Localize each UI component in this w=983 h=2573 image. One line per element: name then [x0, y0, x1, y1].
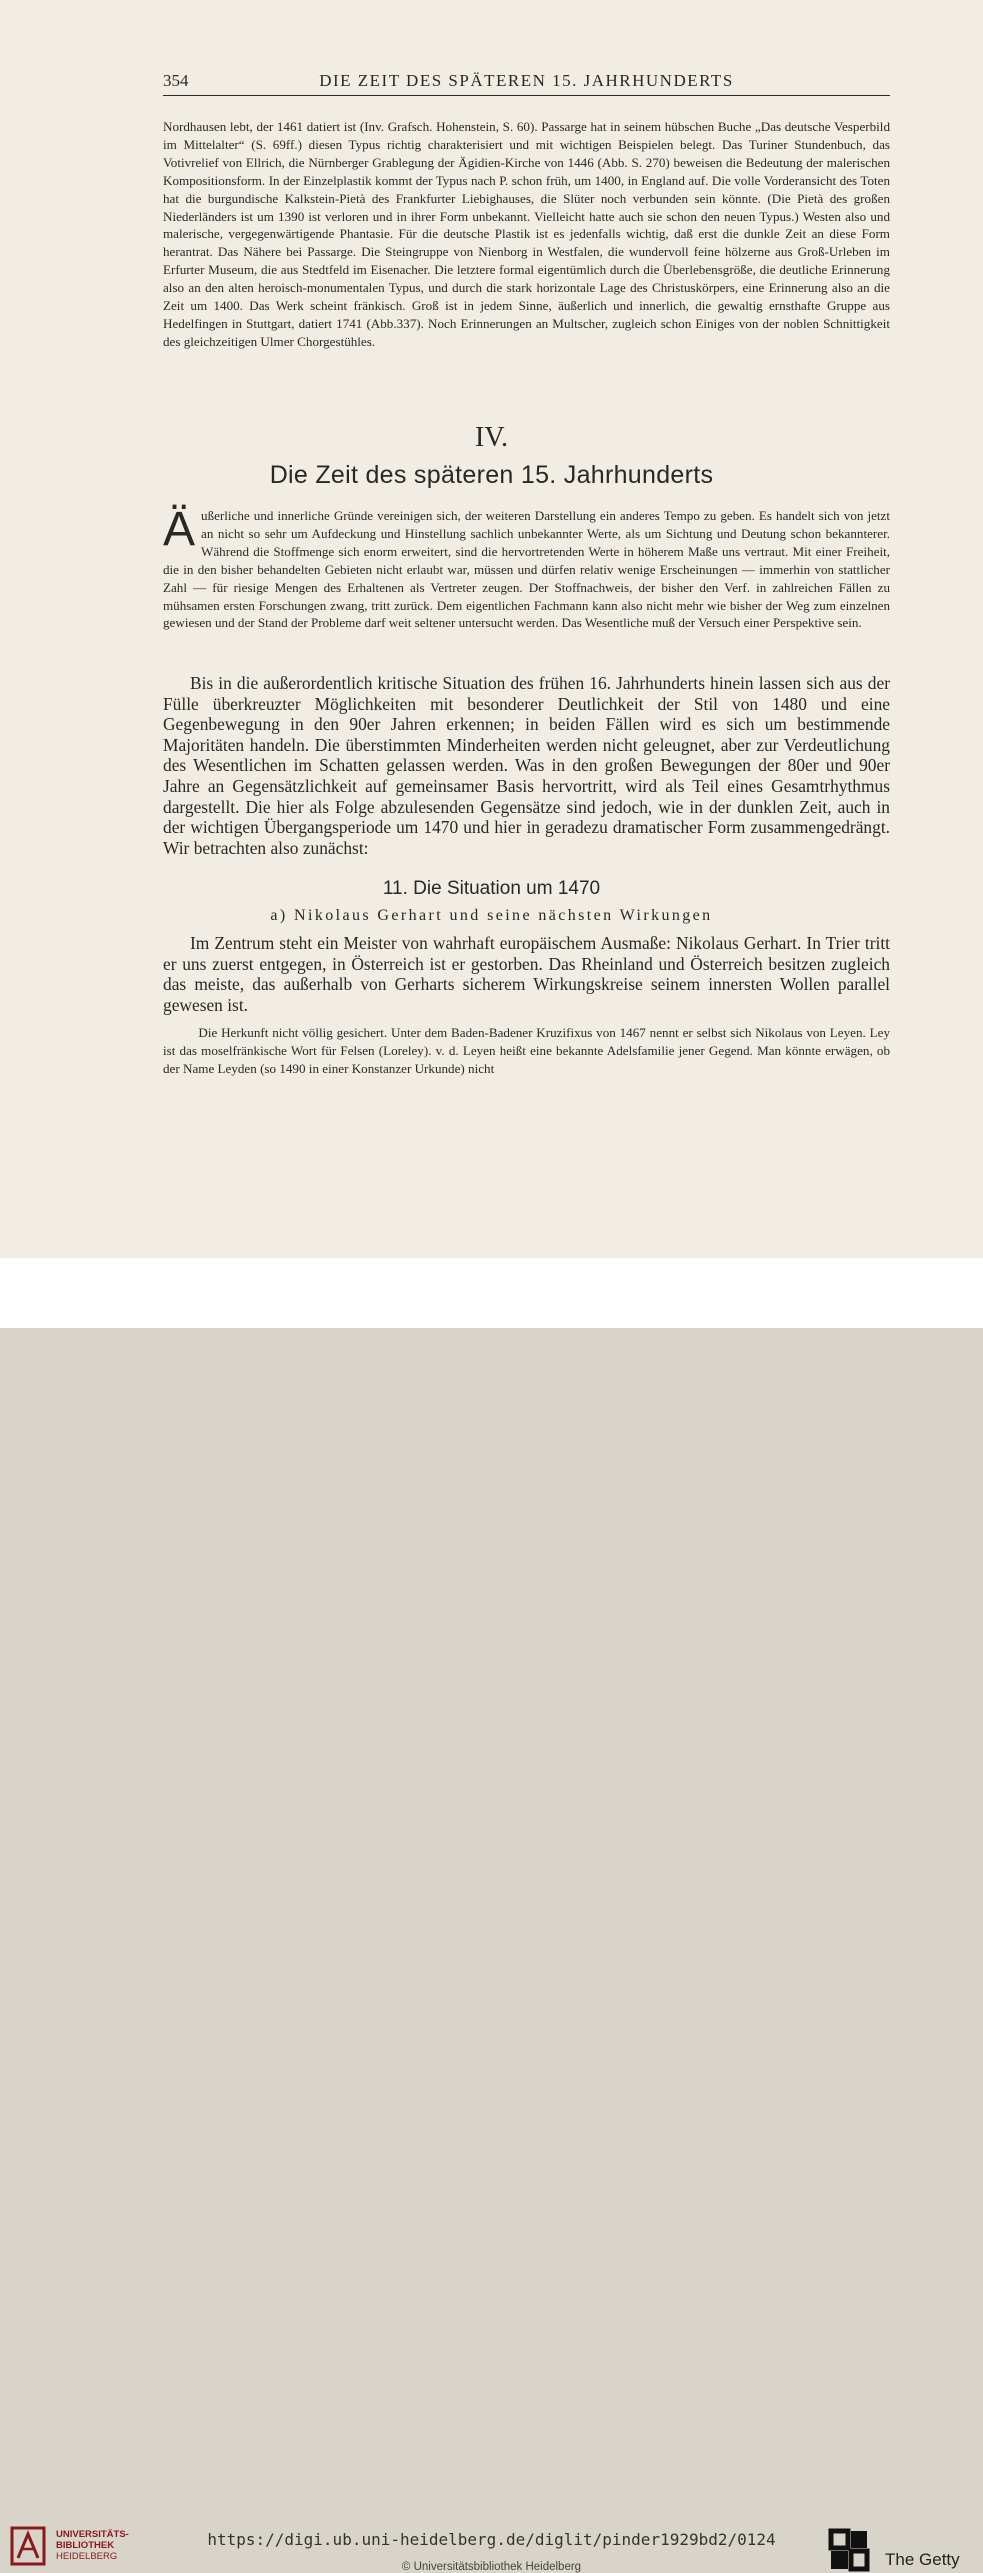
- drop-cap: Ä: [163, 503, 196, 556]
- top-paragraph: Nordhausen lebt, der 1461 datiert ist (Inv. Grafsch. Hohenstein, S. 60). Passarge hat in seinem hübschen Buche „Das deutsche Vesperbild im Mittelalter“ (S. 69ff.) diesen Typus richtig charakterisiert und mit wichtigen Beispielen belegt. Das Turiner Stundenbuch, das Votivrelief von Ellrich, die Nürnberger Grablegung der Ägidien-Kirche von 1446 (Abb. S. 270) beweisen die Bedeutung der malerischen Kompositionsform. In der Einzelplastik kommt der Typus nach P. schon früh, um 1400, in England auf. Die volle Vorderansicht des Toten hat die burgundische Kalkstein-Pietà des Frankfurter Liebighauses, die Slüter noch verbunden sein könnte. (Die Pietà des großen Niederländers ist um 1390 ist verloren und in ihrer Form unbekannt. Vielleicht hatte auch sie schon den neuen Typus.) Westen also und malerische, vergegenwärtigende Phantasie. Für die deutsche Plastik ist es jedenfalls wichtig, daß erst die dunkle Zeit an diese Form herantrat. Das Nähere bei Passarge. Die Steingruppe von Nienborg in Westfalen, die wundervoll feine hölzerne aus Groß-Urleben im Erfurter Museum, die aus Stedtfeld im Eisenacher. Die letztere formal eigentümlich durch die Überlebensgröße, die deutliche Erinnerung also an den alten heroisch-monumentalen Typus, und durch die stark horizontale Lage des Christuskörpers, eine Erinnerung also an die Zeit um 1400. Das Werk scheint fränkisch. Groß ist in jedem Sinne, äußerlich und innerlich, die gewaltig ernsthafte Gruppe aus Hedelfingen in Stuttgart, datiert 1741 (Abb.337). Noch Erinnerungen an Multscher, zugleich schon Einiges von der noblen Schnittigkeit des gleichzeitigen Ulmer Chorgestühles.: [163, 119, 890, 349]
- running-header: [163, 71, 890, 96]
- scanned-page: [0, 0, 983, 1258]
- page-number: 354: [163, 71, 189, 90]
- copyright-notice: © Universitätsbibliothek Heidelberg: [401, 2561, 582, 2573]
- intro-block: [163, 503, 890, 632]
- section-title: 11. Die Situation um 1470: [382, 878, 601, 899]
- main-paragraph: Bis in die außerordentlich kritische Situation des frühen 16. Jahrhunderts hinein lassen sich aus der Fülle überkreuzter Möglichkeiten mit besonderer Deutlichkeit der Stil von 1480 und eine Gegenbewegung in den 90er Jahren erkennen; in beiden Fällen wird es sich um bestimmende Majoritäten handeln. Die überstimmten Minderheiten werden nicht geleugnet, aber zur Verdeutlichung des Wesentlichen im Schatten gelassen werden. Was in den großen Bewegungen der 80er und 90er Jahre an Gegensätzlichkeit auf gemeinsamer Basis hervortritt, wird als Teil eines Gesamtrhythmus dargestellt. Die hier als Folge abzulesenden Gegensätze sind jedoch, wie in der dunklen Zeit, auch in der wichtigen Übergangsperiode um 1470 und hier in geradezu dramatischer Form zusammengedrängt. Wir betrachten also zunächst:: [163, 673, 890, 858]
- permalink-url[interactable]: https://digi.ub.uni-heidelberg.de/diglit/pinder1929bd2/0124: [207, 2530, 776, 2549]
- chapter-title: Die Zeit des späteren 15. Jahrhunderts: [269, 461, 714, 489]
- section-paragraph: Im Zentrum steht ein Meister von wahrhaft europäischem Ausmaße: Nikolaus Gerhart. In Trier tritt er uns zuerst entgegen, in Österreich ist er gestorben. Das Rheinland und Österreich besitzen zugleich das meiste, das außerhalb von Gerharts sicherem Wirkungskreise seinem innersten Wollen parallel gewesen ist.: [163, 933, 890, 1015]
- top-paragraph-block: [163, 118, 890, 351]
- subsection-title: a) Nikolaus Gerhart und seine nächsten Wirkungen: [270, 907, 713, 924]
- library-line-2: BIBLIOTHEK: [56, 2540, 115, 2551]
- note-paragraph-block: [163, 1024, 890, 1078]
- chapter-number: IV.: [475, 422, 508, 453]
- library-line-1: UNIVERSITÄTS-: [56, 2529, 129, 2540]
- main-paragraph-block: [163, 673, 890, 858]
- viewer-footer: [0, 1258, 983, 2573]
- getty-logo-icon[interactable]: [828, 2528, 870, 2572]
- library-line-3: HEIDELBERG: [56, 2551, 118, 2562]
- note-paragraph: Die Herkunft nicht völlig gesichert. Unter dem Baden-Badener Kruzifixus von 1467 nennt er selbst sich Nikolaus von Leyen. Ley ist das moselfränkische Wort für Felsen (Loreley). v. d. Leyen heißt eine bekannte Adelsfamilie jener Gegend. Man könnte erwägen, ob der Name Leyden (so 1490 in einer Konstanzer Urkunde) nicht: [163, 1025, 890, 1076]
- section-paragraph-block: [163, 933, 890, 1015]
- intro-paragraph: ußerliche und innerliche Gründe vereinigen sich, der weiteren Darstellung ein anderes Tempo zu geben. Es handelt sich von jetzt an nicht so sehr um Aufdeckung und Hinstellung sachlich unbekannter Werte, als um Sichtung und Deutung schon bekannterer. Während die Stoffmenge sich enorm erweitert, sind die hervortretenden Werte in höherem Maße uns vertraut. Mit einer Freiheit, die in den bisher behandelten Gebieten nicht erlaubt war, müssen und dürfen relativ wenige Erscheinungen — immerhin von stattlicher Zahl — für riesige Mengen des Erhaltenen als Vertreter zeugen. Der Stoffnachweis, der bisher den Verf. in zahlreichen Fällen zu mühsamen ersten Forschungen zwang, tritt zurück. Dem eigentlichen Fachmann kann also nicht mehr wie bisher der Weg zum einzelnen gewiesen und der Stand der Probleme darf weit seltener untersucht werden. Das Wesentliche muß der Versuch einer Perspektive sein.: [163, 508, 890, 631]
- running-title: DIE ZEIT DES SPÄTEREN 15. JAHRHUNDERTS: [319, 71, 734, 90]
- getty-name[interactable]: The Getty: [885, 2550, 960, 2569]
